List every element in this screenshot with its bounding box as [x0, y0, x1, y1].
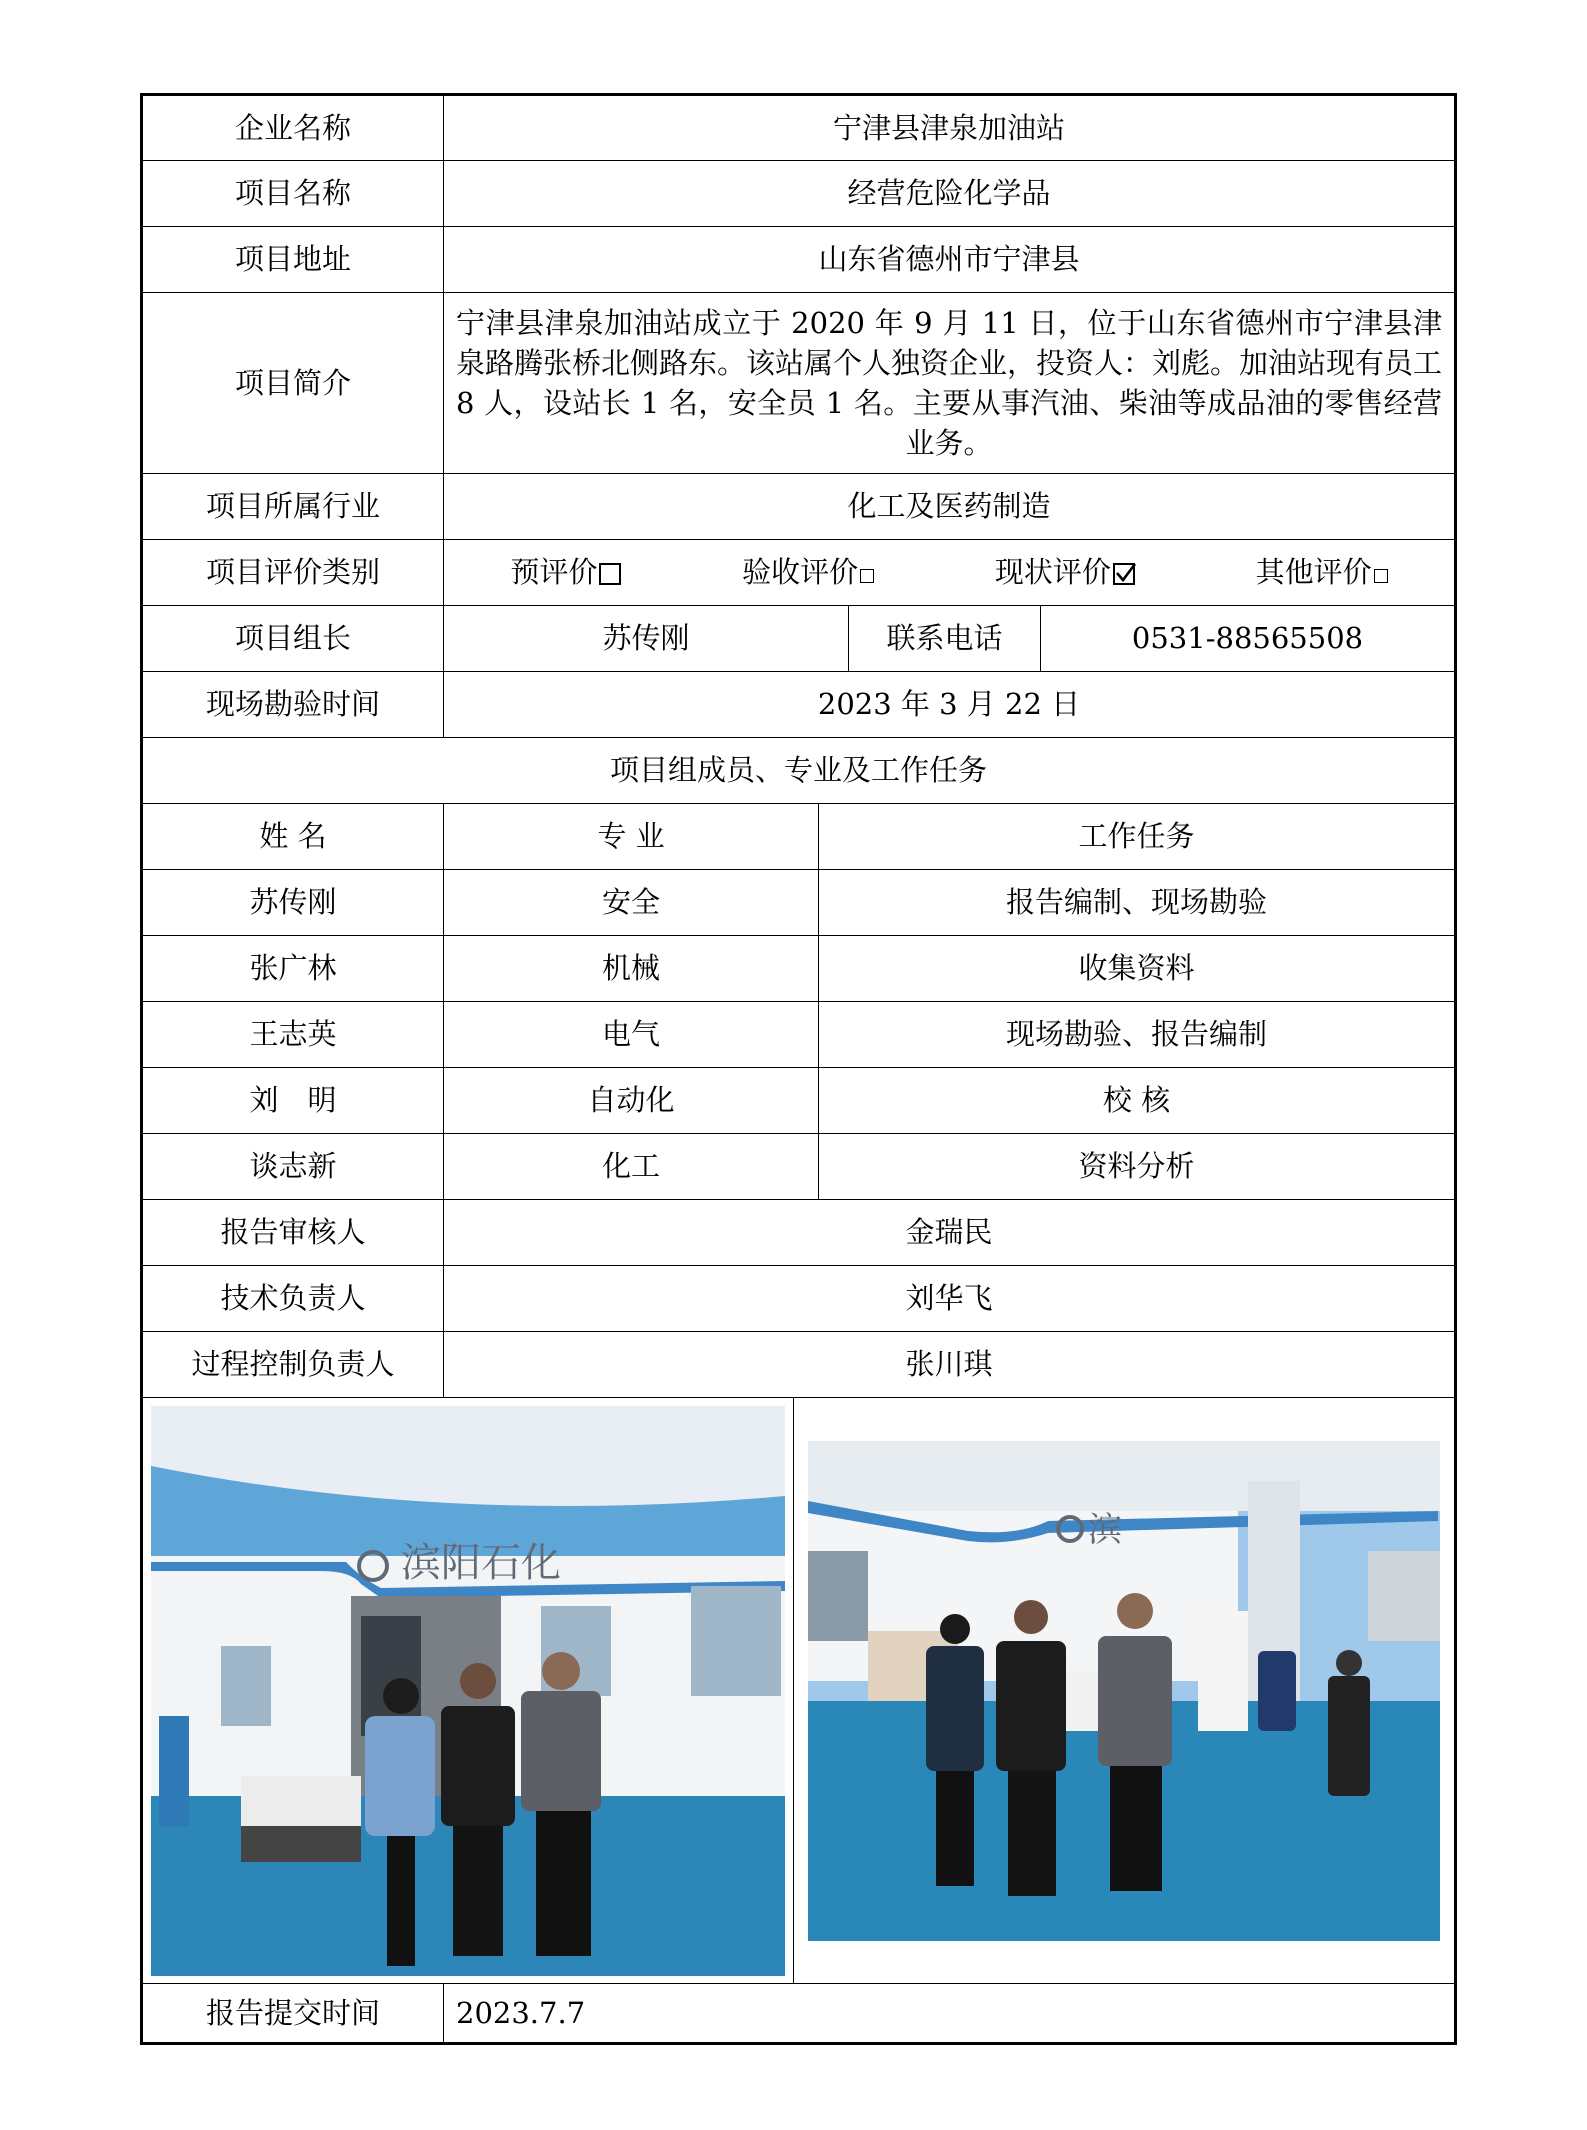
member-major: 电气 — [444, 1002, 819, 1068]
eval-option-other[interactable]: 其他评价 — [1256, 554, 1388, 590]
process-lead-value: 张川琪 — [444, 1332, 1456, 1398]
table-row — [142, 1068, 1456, 1134]
industry-value: 化工及医药制造 — [444, 474, 1456, 540]
eval-type-label: 项目评价类别 — [142, 540, 444, 606]
company-value: 宁津县津泉加油站 — [444, 95, 1456, 161]
phone-label: 联系电话 — [849, 606, 1041, 672]
eval-option-acceptance[interactable]: 验收评价 — [742, 554, 874, 590]
phone-value: 0531-88565508 — [1041, 606, 1456, 672]
member-name: 张广林 — [142, 936, 444, 1002]
survey-time-value: 2023 年 3 月 22 日 — [444, 672, 1456, 738]
site-survey-form — [140, 93, 1454, 2045]
team-col-name: 姓 名 — [142, 804, 444, 870]
intro-value: 宁津县津泉加油站成立于 2020 年 9 月 11 日，位于山东省德州市宁津县津泉路腾张桥北侧路东。该站属个人独资企业，投资人：刘彪。加油站现有员工 8 人，设站长 1 名，安全员 1 名。主要从事汽油、柴油等成品油的零售经营业务。 — [444, 293, 1456, 474]
leader-label: 项目组长 — [142, 606, 444, 672]
submit-time-row — [142, 1984, 1456, 2044]
member-major: 安全 — [444, 870, 819, 936]
member-task: 收集资料 — [819, 936, 1456, 1002]
member-task: 校 核 — [819, 1068, 1456, 1134]
tech-lead-label: 技术负责人 — [142, 1266, 444, 1332]
table-row — [142, 1002, 1456, 1068]
site-photo-right — [808, 1441, 1440, 1941]
eval-type-row — [142, 540, 1456, 606]
project-info-table — [140, 93, 1457, 2045]
checkbox-checked-icon — [1113, 563, 1135, 585]
table-row — [142, 936, 1456, 1002]
reviewer-value: 金瑞民 — [444, 1200, 1456, 1266]
checkbox-empty-icon — [1374, 569, 1388, 583]
team-header-row — [142, 738, 1456, 804]
station-sign-text: 滨阳石化 — [401, 1539, 561, 1586]
reviewer-row — [142, 1200, 1456, 1266]
tech-lead-value: 刘华飞 — [444, 1266, 1456, 1332]
leader-row — [142, 606, 1456, 672]
submit-time-label: 报告提交时间 — [142, 1984, 444, 2044]
submit-time-value: 2023.7.7 — [444, 1984, 1456, 2044]
company-row — [142, 95, 1456, 161]
team-col-major: 专 业 — [444, 804, 819, 870]
survey-time-label: 现场勘验时间 — [142, 672, 444, 738]
member-task: 现场勘验、报告编制 — [819, 1002, 1456, 1068]
table-row — [142, 1134, 1456, 1200]
team-header: 项目组成员、专业及工作任务 — [142, 738, 1456, 804]
table-row — [142, 870, 1456, 936]
team-col-task: 工作任务 — [819, 804, 1456, 870]
project-value: 经营危险化学品 — [444, 161, 1456, 227]
company-label: 企业名称 — [142, 95, 444, 161]
member-name: 王志英 — [142, 1002, 444, 1068]
intro-row — [142, 293, 1456, 474]
project-label: 项目名称 — [142, 161, 444, 227]
site-photo-left — [151, 1406, 785, 1976]
tech-lead-row — [142, 1266, 1456, 1332]
member-name: 苏传刚 — [142, 870, 444, 936]
eval-type-options — [444, 540, 1456, 606]
address-value: 山东省德州市宁津县 — [444, 227, 1456, 293]
team-columns-row — [142, 804, 1456, 870]
industry-label: 项目所属行业 — [142, 474, 444, 540]
member-major: 自动化 — [444, 1068, 819, 1134]
intro-label: 项目简介 — [142, 293, 444, 474]
project-row — [142, 161, 1456, 227]
checkbox-empty-icon — [599, 563, 621, 585]
process-lead-row — [142, 1332, 1456, 1398]
process-lead-label: 过程控制负责人 — [142, 1332, 444, 1398]
member-name: 谈志新 — [142, 1134, 444, 1200]
industry-row — [142, 474, 1456, 540]
eval-option-current[interactable]: 现状评价 — [995, 554, 1135, 590]
photos-cell — [142, 1398, 1456, 1984]
leader-value: 苏传刚 — [444, 606, 849, 672]
address-label: 项目地址 — [142, 227, 444, 293]
reviewer-label: 报告审核人 — [142, 1200, 444, 1266]
member-task: 资料分析 — [819, 1134, 1456, 1200]
station-sign-text: 滨 — [1088, 1509, 1122, 1550]
photos-row — [142, 1398, 1456, 1984]
member-task: 报告编制、现场勘验 — [819, 870, 1456, 936]
member-major: 化工 — [444, 1134, 819, 1200]
survey-time-row — [142, 672, 1456, 738]
member-name: 刘 明 — [142, 1068, 444, 1134]
member-major: 机械 — [444, 936, 819, 1002]
eval-option-pre[interactable]: 预评价 — [510, 554, 621, 590]
address-row — [142, 227, 1456, 293]
checkbox-empty-icon — [860, 569, 874, 583]
